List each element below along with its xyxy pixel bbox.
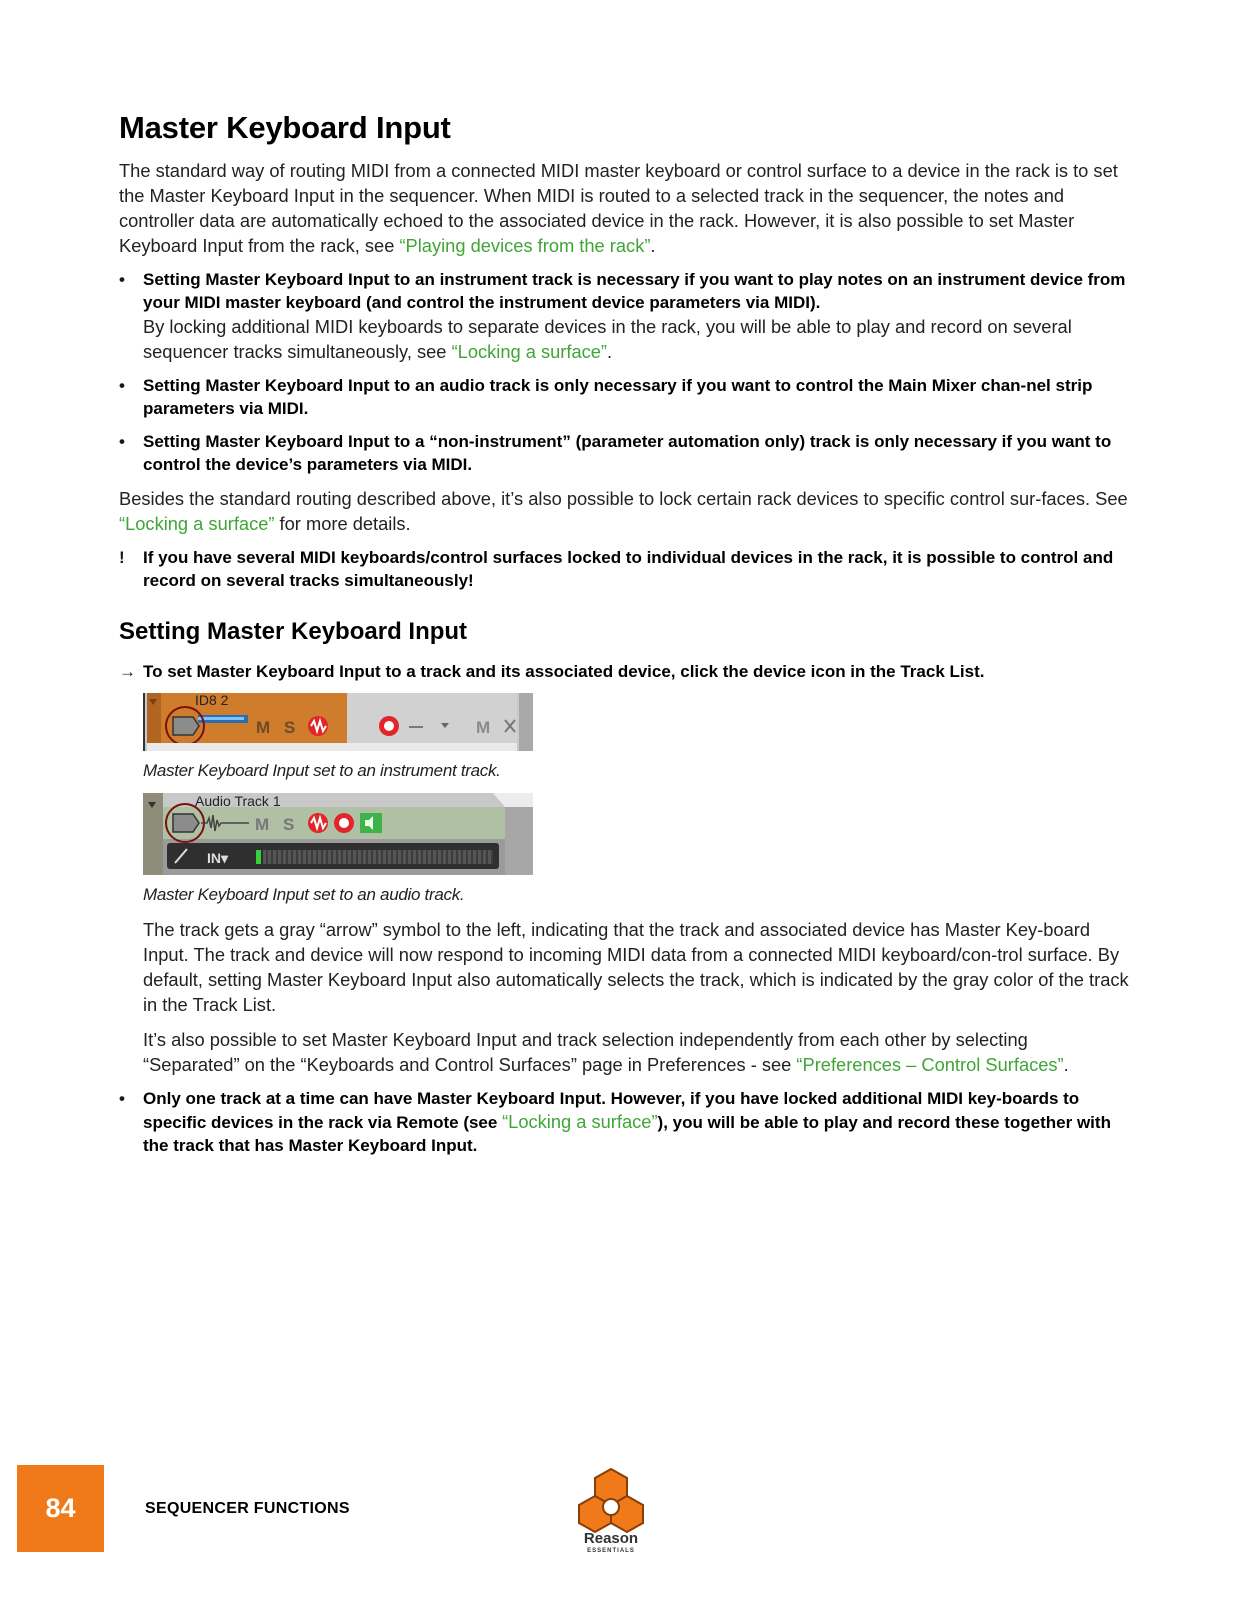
separated-paragraph	[119, 1027, 1129, 1077]
section-name: SEQUENCER FUNCTIONS	[145, 1500, 350, 1517]
intro-end: .	[650, 235, 656, 256]
link-preferences-control-surfaces[interactable]: “Preferences – Control Surfaces”	[796, 1054, 1064, 1075]
separated-end: .	[1063, 1054, 1069, 1075]
note-block	[119, 546, 1129, 592]
input-select[interactable]: IN▾	[207, 850, 229, 866]
instrument-track-image	[143, 693, 533, 751]
page-title: Master Keyboard Input	[119, 110, 451, 145]
bullet-normal-text	[143, 314, 1129, 364]
link-playing-devices[interactable]: “Playing devices from the rack”	[399, 235, 651, 256]
bullet-bold-text: Setting Master Keyboard Input to a “non-instrument” (parameter automation only) track is only necessary if you want to control the device’s parameters via MIDI.	[143, 432, 1112, 474]
audio-track-image	[143, 793, 533, 875]
bullet-end: .	[607, 341, 613, 362]
page-number: 84	[17, 1465, 104, 1552]
bullet-audio-track	[119, 374, 1129, 420]
figure2-caption: Master Keyboard Input set to an audio track.	[143, 885, 465, 904]
bullet-only-one-track	[119, 1087, 1129, 1157]
bullet-bold-text: Setting Master Keyboard Input to an instrument track is necessary if you want to play notes on an instrument device from your MIDI master keyboard (and control the instrument device parameters via MIDI).	[143, 270, 1126, 312]
final-bullet-text	[143, 1087, 1129, 1157]
bullet-mark: •	[119, 1089, 125, 1108]
audio-mute-button[interactable]: M	[255, 815, 270, 834]
main-content	[119, 100, 1129, 1167]
arrow-icon: →	[119, 662, 136, 681]
audio-track-name: Audio Track 1	[195, 793, 281, 809]
lane-mute-button[interactable]: M	[476, 718, 491, 737]
note-text: If you have several MIDI keyboards/control surfaces locked to individual devices in the rack, it is possible to control and record on several tracks simultaneously!	[143, 548, 1114, 590]
instrument-track-screenshot	[143, 693, 533, 751]
intro-paragraph	[119, 158, 1129, 258]
bullet-bold-text: Setting Master Keyboard Input to an audio track is only necessary if you want to control the Main Mixer chan-nel strip parameters via MIDI.	[143, 376, 1093, 418]
besides-end: for more details.	[274, 513, 411, 534]
bullet-non-instrument	[119, 430, 1129, 476]
final-bold-2: ), you will be able to play and record these together with the track that has Master Keyboard Input.	[143, 1113, 1111, 1155]
separated-text: It’s also possible to set Master Keyboard Input and track selection independently from each other by selecting “Separated” on the “Keyboards and Control Surfaces” page in Preferences - see	[143, 1029, 1028, 1075]
audio-solo-button[interactable]: S	[283, 815, 295, 834]
note-mark: !	[119, 548, 125, 567]
link-locking-surface-2[interactable]: “Locking a surface”	[119, 513, 275, 534]
bullet-mark: •	[119, 270, 125, 289]
section-subtitle: Setting Master Keyboard Input	[119, 618, 468, 645]
besides-paragraph	[119, 486, 1129, 536]
logo-text: Reason	[583, 1530, 639, 1547]
final-bold-1: Only one track at a time can have Master Keyboard Input. However, if you have locked additional MIDI key-boards to specific devices in the rack via Remote (see	[143, 1089, 1080, 1132]
bullet-mark: •	[119, 376, 125, 395]
intro-text: The standard way of routing MIDI from a connected MIDI master keyboard or control surface to a device in the rack is to set the Master Keyboard Input in the sequencer. When MIDI is routed to a selected track in the sequencer, the notes and controller data are automatically echoed to the associated device in the rack. However, it is also possible to set Master Keyboard Input from the rack, see	[119, 160, 1118, 256]
link-locking-surface-1[interactable]: “Locking a surface”	[451, 341, 608, 362]
step-text: To set Master Keyboard Input to a track and its associated device, click the device icon in the Track List.	[143, 662, 985, 681]
solo-button[interactable]: S	[284, 718, 296, 737]
link-locking-surface-3[interactable]: “Locking a surface”	[502, 1111, 658, 1132]
step-instruction	[119, 660, 1129, 683]
instrument-track-name: ID8 2	[195, 693, 229, 708]
besides-text: Besides the standard routing described above, it’s also possible to lock certain rack devices to specific control sur-faces. See	[119, 488, 1128, 509]
bullet-instrument-track	[119, 268, 1129, 364]
bullet-normal-span: By locking additional MIDI keyboards to separate devices in the rack, you will be able to play and record on several sequencer tracks simultaneously, see	[143, 316, 1072, 362]
figure1-caption: Master Keyboard Input set to an instrument track.	[143, 761, 501, 780]
audio-track-screenshot	[143, 793, 533, 875]
bullet-mark: •	[119, 432, 125, 451]
reason-logo	[573, 1467, 649, 1553]
arrow-symbol-paragraph: The track gets a gray “arrow” symbol to the left, indicating that the track and associated device has Master Key-board Input. The track and device will now respond to incoming MIDI data from a connected MIDI keyboard/con-trol surface. By default, setting Master Keyboard Input also automatically selects the track, which is indicated by the gray color of the track in the Track List.	[143, 919, 1129, 1015]
mute-button[interactable]: M	[256, 718, 271, 737]
reason-logo-icon	[573, 1467, 649, 1553]
logo-subtext: ESSENTIALS	[587, 1548, 635, 1553]
